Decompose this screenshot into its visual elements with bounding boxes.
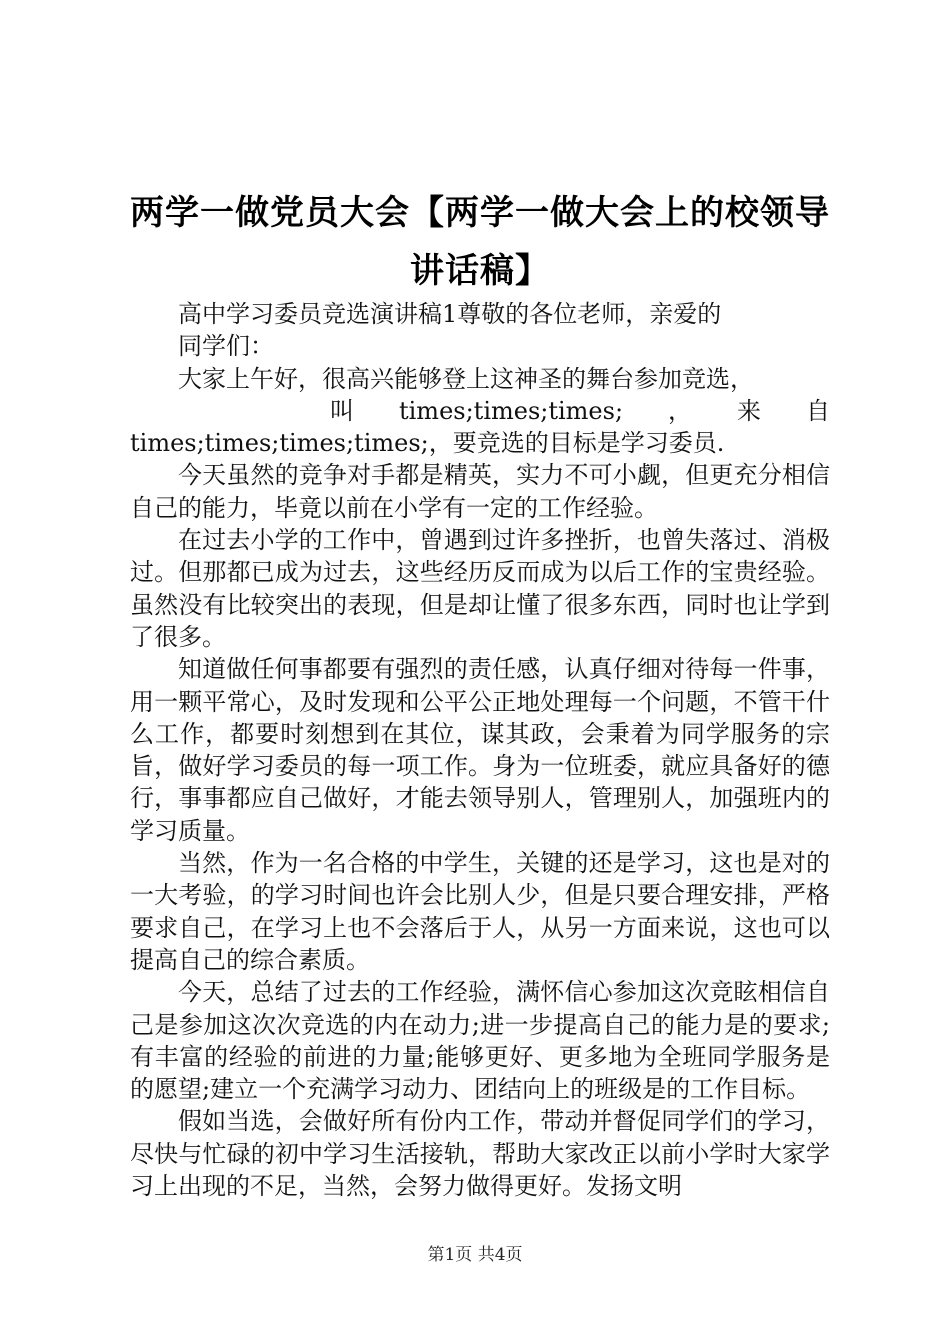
intro-line-1: 高中学习委员竞选演讲稿1尊敬的各位老师，亲爱的 (178, 300, 722, 328)
spread-word: 叫 (330, 396, 354, 425)
spread-word: times;times;times; (398, 396, 624, 425)
paragraph: 今天，总结了过去的工作经验，满怀信心参加这次竞眩相信自己是参加这次次竞选的内在动力;进一步提高自己的能力是的要求;有丰富的经验的前进的力量;能够更好、更多地为全班同学服务是的愿望;建立一个充满学习动力、团结向上的班级是的工作目标。 (130, 978, 830, 1104)
title-line-2: 讲话稿】 (410, 251, 550, 291)
spread-word: 自 (806, 396, 830, 425)
page-number-footer: 第1页 共4页 (427, 1245, 523, 1265)
paragraph: 假如当选，会做好所有份内工作，带动并督促同学们的学习，尽快与忙碌的初中学习生活接轨，帮助大家改正以前小学时大家学习上出现的不足，当然，会努力做得更好。发扬文明 (130, 1107, 830, 1201)
spread-word: ， (668, 396, 693, 425)
document-title (120, 184, 840, 300)
paragraph: 今天虽然的竞争对手都是精英，实力不可小觑，但更充分相信自己的能力，毕竟以前在小学有一定的工作经验。 (130, 461, 830, 522)
paragraph: 当然，作为一名合格的中学生，关键的还是学习，这也是对的一大考验，的学习时间也许会比别人少，但是只要合理安排，严格要求自己，在学习上也不会落后于人，从另一方面来说，这也可以提高自己的综合素质。 (130, 849, 830, 974)
paragraph: 知道做任何事都要有强烈的责任感，认真仔细对待每一件事，用一颗平常心，及时发现和公平公正地处理每一个问题，不管干什么工作，都要时刻想到在其位，谋其政，会秉着为同学服务的宗旨，做好学习委员的每一项工作。身为一位班委，就应具备好的德行，事事都应自己做好，才能去领导别人，管理别人，加强班内的学习质量。 (130, 655, 830, 845)
spread-word: 来 (737, 396, 762, 425)
document-body (130, 298, 830, 1202)
title-line-1: 两学一做党员大会【两学一做大会上的校领导 (130, 193, 830, 233)
spread-line (130, 395, 830, 427)
intro-line-2: 同学们： (178, 332, 274, 361)
spread-tail-line: times;times;times;times;，要竞选的目标是学习委员. (130, 429, 725, 458)
paragraph: 在过去小学的工作中，曾遇到过许多挫折，也曾失落过、消极过。但那都已成为过去，这些经历反而成为以后工作的宝贵经验。虽然没有比较突出的表现，但是却让懂了很多东西，同时也让学到了很多。 (130, 526, 830, 651)
greeting-line: 大家上午好，很高兴能够登上这神圣的舞台参加竞选， (178, 364, 754, 393)
